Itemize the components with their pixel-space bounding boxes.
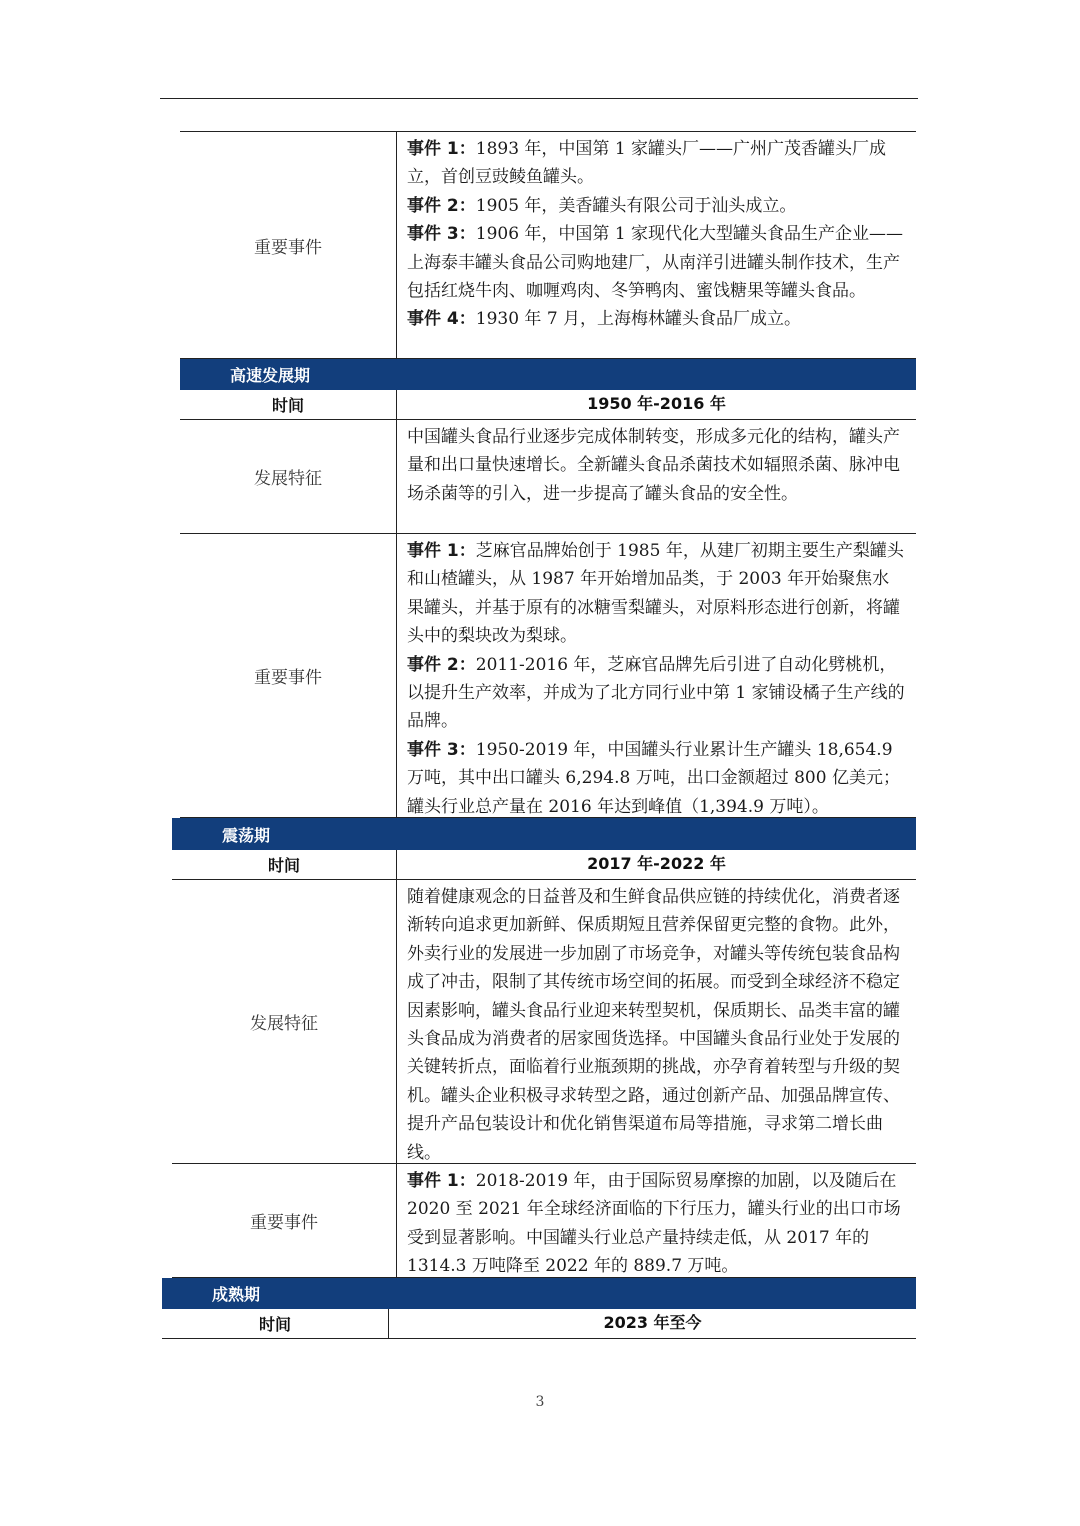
features-text: 中国罐头食品行业逐步完成体制转变，形成多元化的结构，罐头产量和出口量快速增长。全新罐头食品杀菌技术如辐照杀菌、脉冲电场杀菌等的引入，进一步提高了罐头食品的安全性。 [407,427,900,504]
event-item: 事件 3：1950-2019 年，中国罐头行业累计生产罐头 18,654.9 万吨，其中出口罐头 6,294.8 万吨，出口金额超过 800 亿美元；罐头行业总产量在 2016 年达到峰值（1,394.9 万吨）。 [407,739,900,817]
features-text: 随着健康观念的日益普及和生鲜食品供应链的持续优化，消费者逐渐转向追求更加新鲜、保质期短且营养保留更完整的食物。此外，外卖行业的发展进一步加剧了市场竞争，对罐头等传统包装食品构成了冲击，限制了其传统市场空间的拓展。而受到全球经济不稳定因素影响，罐头食品行业迎来转型契机，保质期长、品类丰富的罐头食品成为消费者的居家囤货选择。中国罐头食品行业处于发展的关键转折点，面临着行业瓶颈期的挑战，亦孕育着转型与升级的契机。罐头企业积极寻求转型之路，通过创新产品、加强品牌宣传、提升产品包装设计和优化销售渠道布局等措施，寻求第二增长曲线。 [407,887,900,1163]
event-item: 事件 2：2011-2016 年，芝麻官品牌先后引进了自动化劈桃机，以提升生产效率，并成为了北方同行业中第 1 家铺设橘子生产线的品牌。 [407,654,905,732]
event-item: 事件 4：1930 年 7 月，上海梅林罐头食品厂成立。 [407,309,802,330]
events-cell [397,132,916,358]
page-number: 3 [535,1394,545,1410]
section-band: 成熟期 [162,1278,916,1309]
time-label: 时间 [162,1309,389,1338]
table-row-time [172,850,916,880]
row-label: 重要事件 [180,132,397,358]
table-row-features [180,420,916,534]
time-label: 时间 [180,390,397,419]
header-rule [160,98,918,99]
time-value: 2023 年至今 [603,1313,702,1333]
event-item: 事件 1：芝麻官品牌始创于 1985 年，从建厂初期主要生产梨罐头和山楂罐头，从 1987 年开始增加品类，于 2003 年开始聚焦水果罐头，并基于原有的冰糖雪梨罐头，对原料形态进行创新，将罐头中的梨块改为梨球。 [407,541,904,647]
row-label: 重要事件 [172,1164,397,1277]
event-item: 事件 2：1905 年，美香罐头有限公司于汕头成立。 [407,195,797,216]
table-row-time [162,1309,916,1339]
row-label: 发展特征 [180,420,397,533]
events-cell [397,534,916,817]
time-value: 1950 年-2016 年 [587,394,726,414]
table-row-events [180,131,916,359]
row-label: 发展特征 [172,880,397,1163]
section-band: 高速发展期 [180,359,916,390]
table-row-features [172,880,916,1164]
table-row-events [180,534,916,818]
event-item: 事件 1：2018-2019 年，由于国际贸易摩擦的加剧，以及随后在 2020 至 2021 年全球经济面临的下行压力，罐头行业的出口市场受到显著影响。中国罐头行业总产量持续走低，从 2017 年的 1314.3 万吨降至 2022 年的 889.7 万吨。 [407,1171,901,1277]
time-value: 2017 年-2022 年 [587,854,726,874]
event-item: 事件 3：1906 年，中国第 1 家现代化大型罐头食品生产企业——上海泰丰罐头食品公司购地建厂，从南洋引进罐头制作技术，生产包括红烧牛肉、咖喱鸡肉、冬笋鸭肉、蜜饯糖果等罐头食品。 [407,224,904,302]
table-row-events [172,1164,916,1278]
section-band: 震荡期 [172,818,916,850]
event-item: 事件 1：1893 年，中国第 1 家罐头厂——广州广茂香罐头厂成立，首创豆豉鲮鱼罐头。 [407,139,887,188]
table-row-time [180,390,916,420]
row-label: 重要事件 [180,534,397,817]
time-label: 时间 [172,850,397,879]
events-cell [397,1164,916,1277]
